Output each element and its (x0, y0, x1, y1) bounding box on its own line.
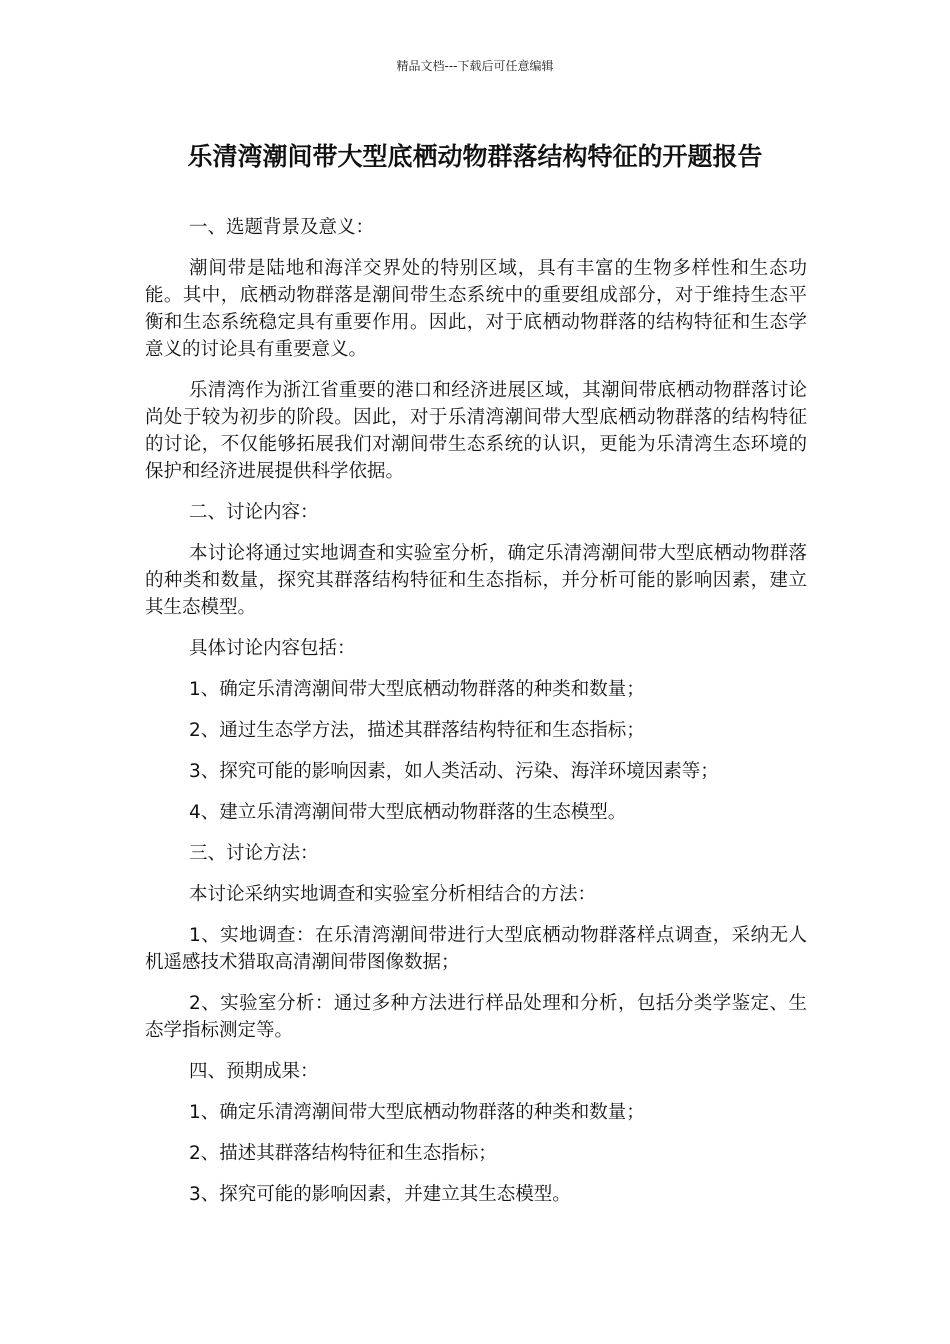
section-heading-content: 二、讨论内容： (189, 502, 319, 523)
list-item-outcome-2: 2、描述其群落结构特征和生态指标； (189, 1143, 497, 1164)
list-item-content-2: 2、通过生态学方法，描述其群落结构特征和生态指标； (189, 720, 645, 741)
section-heading-background: 一、选题背景及意义： (189, 217, 375, 238)
list-item-method-2: 2、实验室分析：通过多种方法进行样品处理和分析，包括分类学鉴定、生态学指标测定等。 (145, 993, 807, 1041)
paragraph-intertidal-intro: 潮间带是陆地和海洋交界处的特别区域，具有丰富的生物多样性和生态功能。其中，底栖动物群落是潮间带生态系统中的重要组成部分，对于维持生态平衡和生态系统稳定具有重要作用。因此，对于底栖动物群落的结构特征和生态学意义的讨论具有重要意义。 (145, 258, 807, 360)
list-item-method-1: 1、实地调查：在乐清湾潮间带进行大型底栖动物群落样点调查，采纳无人机遥感技术猎取高清潮间带图像数据； (145, 925, 807, 973)
header-note: 精品文档---下载后可任意编辑 (396, 59, 554, 73)
list-item-outcome-1: 1、确定乐清湾潮间带大型底栖动物群落的种类和数量； (189, 1102, 645, 1123)
document-title: 乐清湾潮间带大型底栖动物群落结构特征的开题报告 (187, 142, 763, 171)
document-body (145, 214, 807, 1222)
paragraph-methods-intro: 本讨论采纳实地调查和实验室分析相结合的方法： (189, 884, 597, 905)
list-item-outcome-3: 3、探究可能的影响因素，并建立其生态模型。 (189, 1184, 571, 1205)
paragraph-study-content: 本讨论将通过实地调查和实验室分析，确定乐清湾潮间带大型底栖动物群落的种类和数量，探究其群落结构特征和生态指标，并分析可能的影响因素，建立其生态模型。 (145, 543, 807, 618)
section-heading-outcomes: 四、预期成果： (189, 1061, 319, 1082)
paragraph-content-list-intro: 具体讨论内容包括： (189, 638, 356, 659)
section-heading-methods: 三、讨论方法： (189, 843, 319, 864)
list-item-content-4: 4、建立乐清湾潮间带大型底栖动物群落的生态模型。 (189, 802, 627, 823)
paragraph-yueqing-bay: 乐清湾作为浙江省重要的港口和经济进展区域，其潮间带底栖动物群落讨论尚处于较为初步的阶段。因此，对于乐清湾潮间带大型底栖动物群落的结构特征的讨论，不仅能够拓展我们对潮间带生态系统的认识，更能为乐清湾生态环境的保护和经济进展提供科学依据。 (145, 380, 807, 482)
list-item-content-1: 1、确定乐清湾潮间带大型底栖动物群落的种类和数量； (189, 679, 645, 700)
list-item-content-3: 3、探究可能的影响因素，如人类活动、污染、海洋环境因素等； (189, 761, 719, 782)
